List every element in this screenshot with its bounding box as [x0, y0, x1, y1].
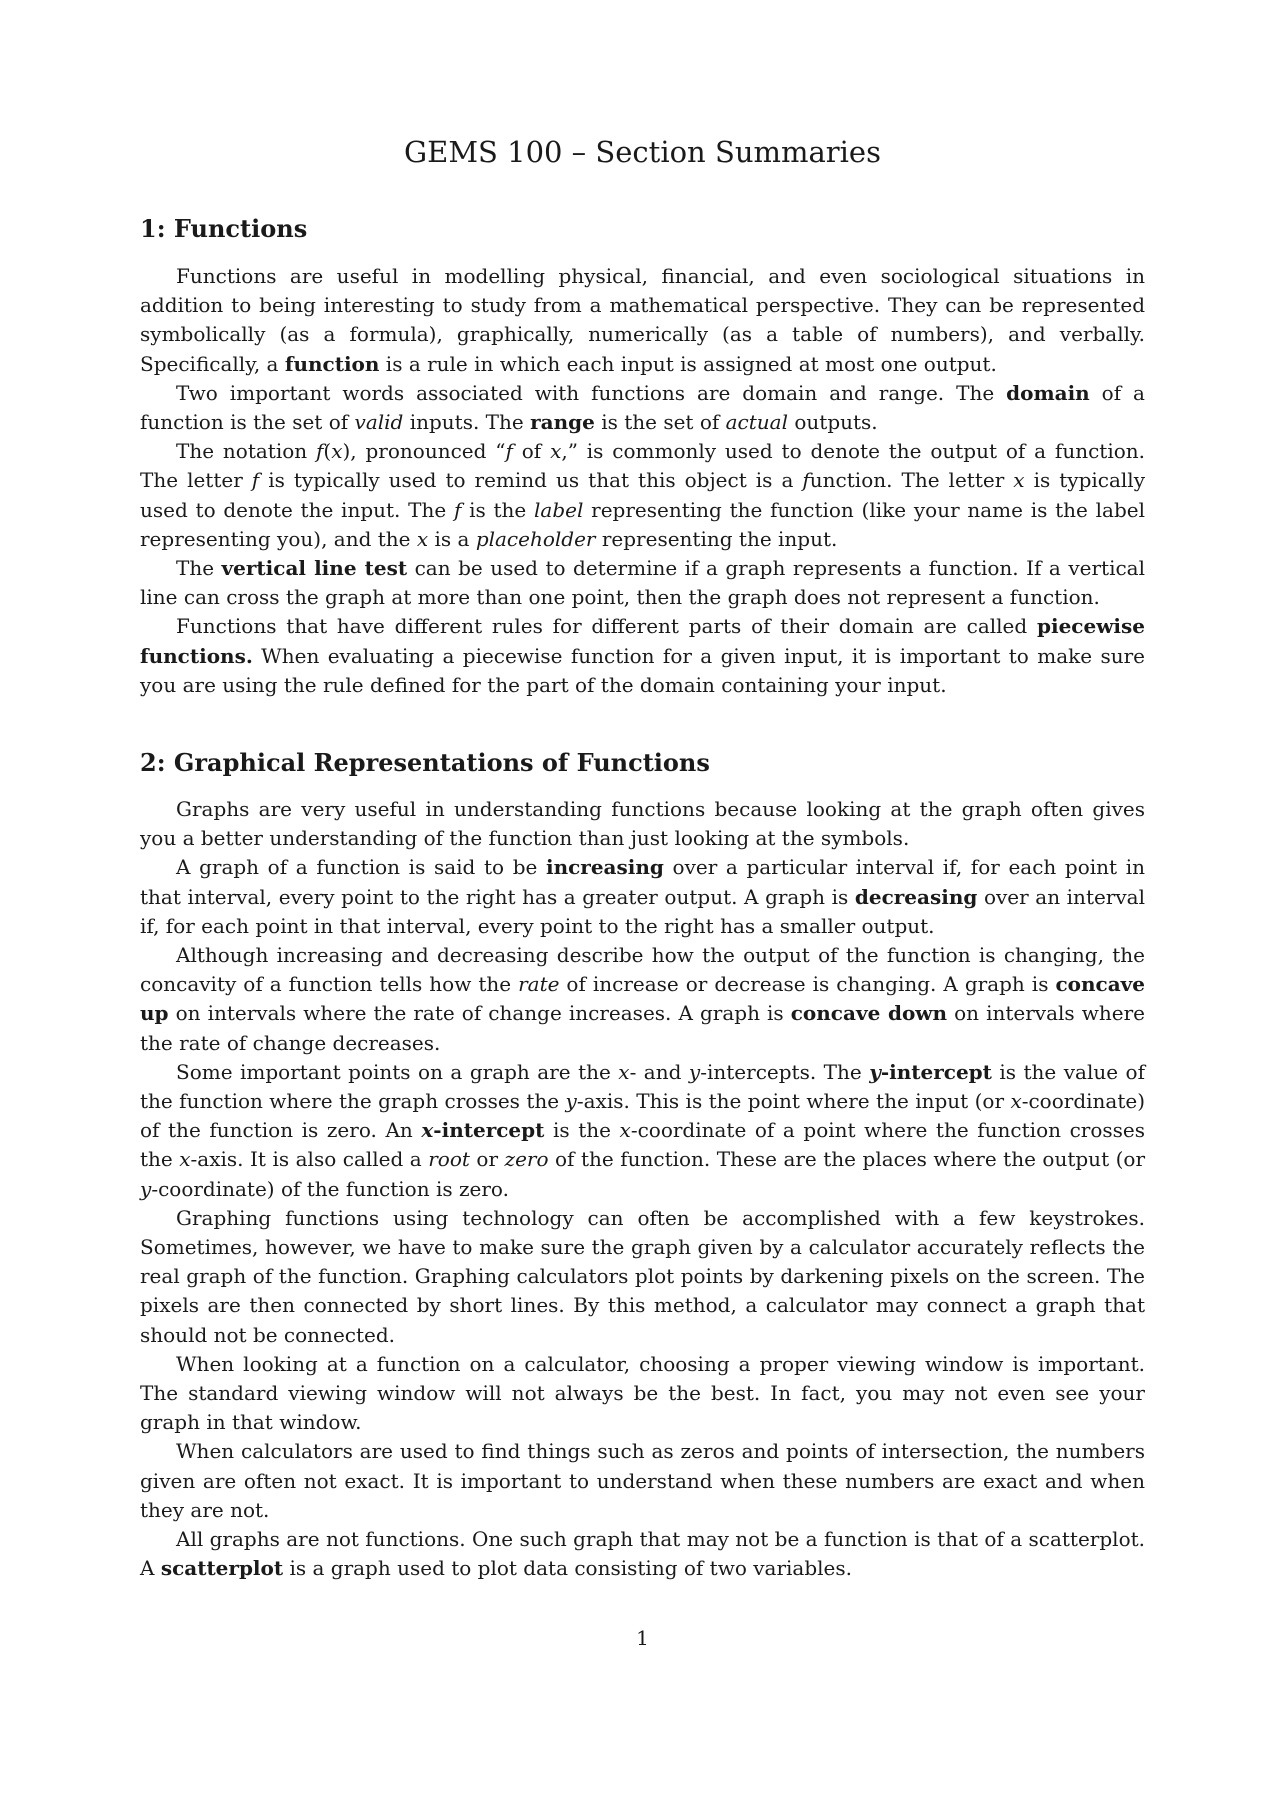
text-run: of increase or decrease is changing. A graph is [559, 972, 1056, 997]
text-run: Functions that have different rules for different parts of their domain are called [176, 614, 1037, 639]
text-run: on intervals where the rate of change increases. A graph is [168, 1001, 791, 1026]
text-run: The notation [176, 439, 316, 464]
bold-term: concave down [790, 1001, 948, 1026]
text-run: ,” is commonly used to denote the output of a function. The letter [140, 439, 1146, 493]
italic-text: rate [518, 972, 560, 997]
italic-text: y [565, 1089, 577, 1114]
paragraph [140, 1525, 1145, 1583]
italic-text: f [453, 497, 462, 522]
text-run: -axis. This is the point where the input (or [576, 1089, 1011, 1114]
text-run: over an interval if, for each point in that interval, every point to the right has a smaller output. [140, 884, 1145, 938]
text-run: Some important points on a graph are the [176, 1059, 619, 1084]
bold-term: -intercept [880, 1059, 992, 1084]
text-run: or [469, 1147, 505, 1172]
text-run: Two important words associated with functions are domain and range. The [176, 380, 1007, 405]
text-run: A graph of a function is said to be [176, 855, 546, 880]
paragraph [140, 941, 1145, 1058]
bold-term: domain [1006, 380, 1090, 405]
text-run: is typically used to denote the input. The [140, 468, 1146, 522]
page-number: 1 [636, 1626, 649, 1650]
italic-text: f [802, 468, 810, 493]
italic-text: x [179, 1147, 191, 1172]
text-run: -coordinate of a point where the function crosses the [140, 1118, 1145, 1172]
text-run: can be used to determine if a graph represents a function. If a vertical line can cross the graph at more than one point, then the graph does not represent a function. [140, 556, 1145, 610]
text-run: ), pronounced “ [342, 439, 506, 464]
italic-text: y [140, 1176, 152, 1201]
paragraph [140, 1058, 1145, 1204]
italic-text: x [618, 1059, 630, 1084]
paragraph [140, 853, 1145, 941]
paragraph [140, 795, 1145, 853]
text-run: on intervals where the rate of change decreases. [140, 1001, 1145, 1055]
text-run: -axis. It is also called a [190, 1147, 429, 1172]
text-run: inputs. The [403, 410, 531, 435]
italic-text: placeholder [475, 526, 596, 551]
text-run: is the [461, 497, 535, 522]
text-run: - and [629, 1059, 689, 1084]
bold-term: scatterplot [160, 1556, 284, 1581]
italic-text: x [331, 439, 343, 464]
text-run: -intercepts. The [700, 1059, 870, 1084]
text-run: of [512, 439, 551, 464]
text-run: When evaluating a piecewise function for a given input, it is important to make sure you are using the rule defined for the part of the domain containing your input. [140, 643, 1145, 697]
paragraph [140, 379, 1145, 437]
italic-text: x [619, 1118, 631, 1143]
italic-text: x [550, 439, 562, 464]
italic-text: x [416, 526, 429, 551]
text-run: When looking at a function on a calculator, choosing a proper viewing window is important. The standard viewing window will not always be the best. In fact, you may not even see your graph in that window. [140, 1351, 1145, 1435]
italic-text: valid [354, 410, 404, 435]
bold-italic-text: y [869, 1059, 881, 1084]
section-body-graphical-representations [140, 795, 1145, 1583]
text-run: is a [428, 526, 476, 551]
bold-term: -intercept [433, 1118, 545, 1143]
paragraph [140, 262, 1145, 379]
text-run: over a particular interval if, for each point in that interval, every point to the right has a greater output. A graph is [140, 855, 1145, 909]
text-run: is typically used to remind us that this object is a [259, 468, 803, 493]
text-run: is a graph used to plot data consisting of two variables. [283, 1556, 852, 1581]
italic-text: x [1010, 1089, 1022, 1114]
italic-text: y [688, 1059, 701, 1084]
text-run: is the [544, 1118, 620, 1143]
section-body-functions [140, 262, 1145, 700]
text-run: -coordinate) of the function is zero. An [140, 1089, 1145, 1143]
bold-term: vertical line test [221, 556, 408, 581]
text-run: is a rule in which each input is assigned at most one output. [379, 351, 997, 376]
text-run: -coordinate) of the function is zero. [151, 1176, 509, 1201]
paragraph [140, 1437, 1145, 1525]
text-run: When calculators are used to find things such as zeros and points of intersection, the numbers given are often not exact. It is important to understand when these numbers are exact and when they are not. [140, 1439, 1145, 1522]
italic-text: zero [504, 1147, 549, 1172]
paragraph [140, 1350, 1145, 1438]
bold-term: decreasing [854, 884, 978, 909]
italic-text: f [316, 439, 324, 464]
bold-term: increasing [545, 855, 664, 880]
text-run: All graphs are not functions. One such graph that may not be a function is that of a scatterplot. A [140, 1527, 1145, 1581]
text-run: Graphing functions using technology can often be accomplished with a few keystrokes. Sometimes, however, we have to make sure the graph given by a calculator accurately reflects the real graph of the function. Graphing calculators plot points by darkening pixels on the screen. The pixels are then connected by short lines. By this method, a calculator may connect a graph that should not be connected. [140, 1205, 1145, 1347]
page-title: GEMS 100 – Section Summaries [404, 135, 881, 169]
text-run: Graphs are very useful in understanding functions because looking at the graph often gives you a better understanding of the function than just looking at the symbols. [140, 797, 1145, 851]
text-run: The [176, 556, 222, 581]
text-run: representing the input. [595, 526, 838, 551]
italic-text: label [534, 497, 584, 522]
paragraph [140, 554, 1145, 612]
italic-text: actual [725, 410, 788, 435]
bold-term: range [530, 410, 595, 435]
italic-text: root [428, 1147, 470, 1172]
text-run: unction. The letter [809, 468, 1014, 493]
bold-term: piecewise functions. [140, 614, 1145, 668]
text-run: of the function. These are the places where the output (or [548, 1147, 1146, 1172]
text-run: outputs. [788, 410, 878, 435]
italic-text: f [251, 468, 260, 493]
bold-italic-text: x [421, 1118, 434, 1143]
section-heading-functions: 1: Functions [140, 214, 308, 243]
text-run: of a function is the set of [140, 380, 1145, 435]
text-run: Although increasing and decreasing describe how the output of the function is changing, the concavity of a function tells how the [140, 943, 1145, 997]
text-run: is the set of [594, 410, 726, 435]
text-run: representing the function (like your name is the label representing you), and the [140, 497, 1145, 551]
section-heading-graphical-representations: 2: Graphical Representations of Functions [140, 748, 710, 777]
text-run: ( [323, 439, 332, 464]
text-run: is the value of the function where the graph crosses the [140, 1059, 1145, 1114]
bold-term: concave up [140, 972, 1146, 1026]
paragraph [140, 612, 1145, 700]
paragraph [140, 437, 1145, 554]
italic-text: x [1013, 468, 1025, 493]
paragraph [140, 1204, 1145, 1350]
bold-term: function [284, 351, 380, 376]
italic-text: f [505, 439, 513, 464]
text-run: Functions are useful in modelling physical, financial, and even sociological situations in addition to being interesting to study from a mathematical perspective. They can be represented symbolically (as a formula), graphically, numerically (as a table of numbers), and verbally. Specifically, a [140, 264, 1145, 376]
